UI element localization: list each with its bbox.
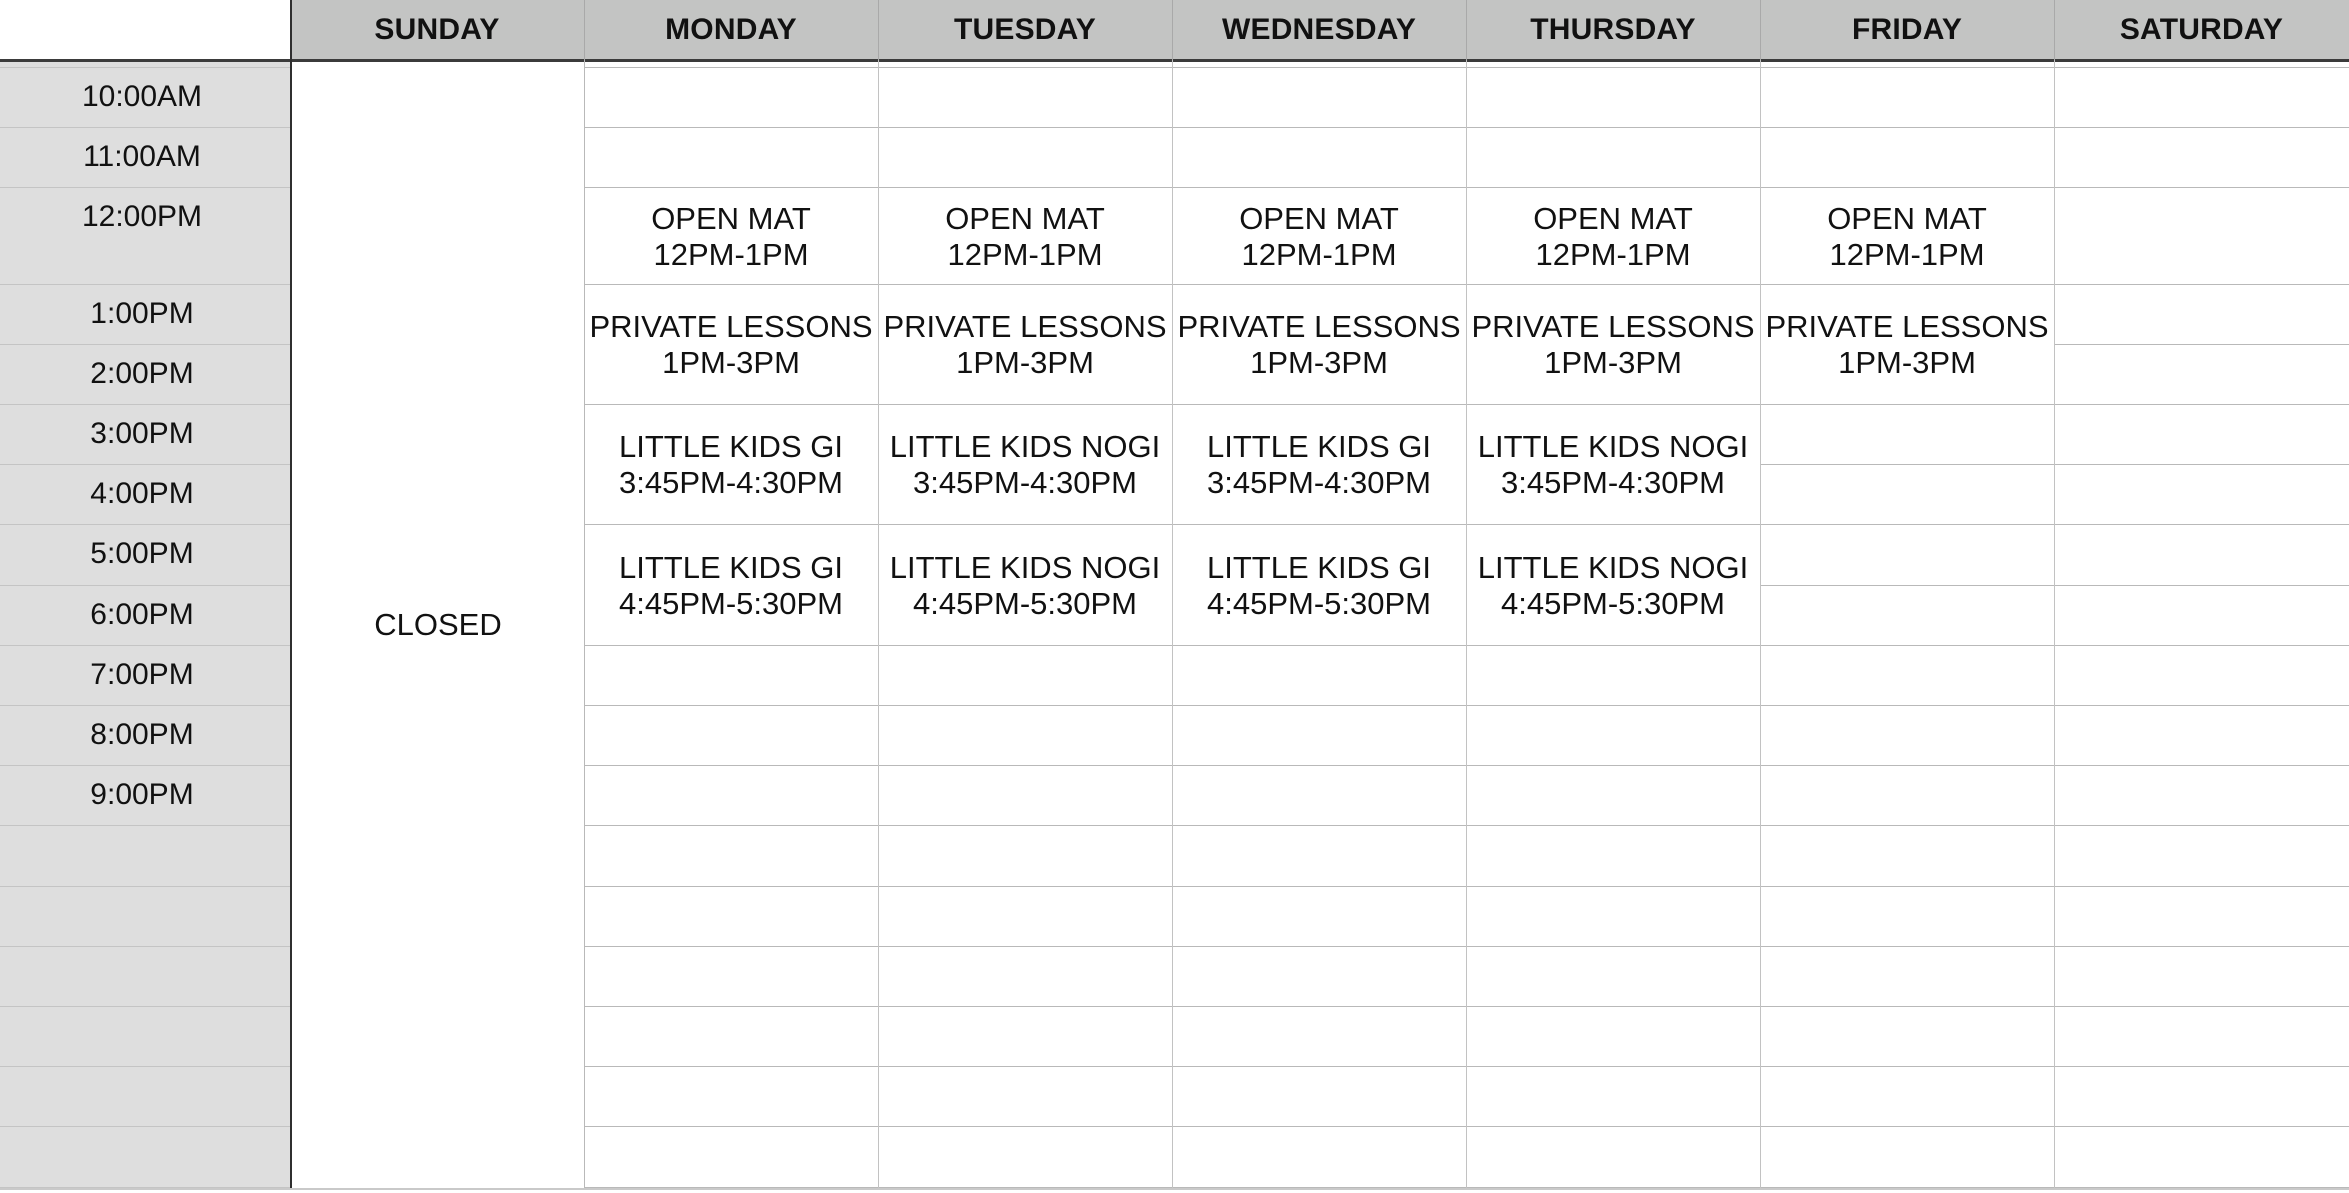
day-header-friday: FRIDAY [1851,13,1963,46]
row-line [1760,67,2054,68]
row-line [878,705,1172,706]
class-event [1466,285,1760,405]
corner-cell [0,0,290,60]
row-line [878,1126,1172,1127]
row-line [1466,946,1760,947]
day-header-sunday: SUNDAY [374,13,500,46]
row-line [584,1006,878,1007]
row-line [1760,524,2054,525]
row-line [1466,886,1760,887]
event-time: 12PM-1PM [1535,236,1691,272]
event-time: 3:45PM-4:30PM [1207,465,1431,500]
row-line [0,464,290,465]
row-line [0,127,290,128]
event-time: 1PM-3PM [662,345,800,380]
row-line [584,765,878,766]
event-time: 12PM-1PM [1829,236,1985,272]
row-line [2054,284,2349,285]
class-event [584,188,878,285]
row-line [0,524,290,525]
time-label: 3:00PM [90,417,194,450]
class-event [1466,525,1760,646]
event-time: 4:45PM-5:30PM [1207,585,1431,621]
row-line [1466,705,1760,706]
event-title: PRIVATE LESSONS [1177,309,1461,344]
row-line [878,946,1172,947]
event-title: PRIVATE LESSONS [1471,309,1755,344]
row-line [1466,1006,1760,1007]
row-line [2054,705,2349,706]
event-time: 1PM-3PM [956,345,1094,380]
row-line [2054,1066,2349,1067]
column-line [1760,0,1761,1188]
row-line [584,1066,878,1067]
row-line [1760,946,2054,947]
row-line [584,886,878,887]
row-line [1760,1006,2054,1007]
row-line [1760,886,2054,887]
event-time: 4:45PM-5:30PM [619,585,843,621]
row-line [1466,127,1760,128]
class-event [1172,405,1466,525]
class-event [1172,285,1466,405]
row-line [1172,127,1466,128]
event-time: 12PM-1PM [1241,236,1397,272]
row-line [2054,886,2349,887]
event-time: 3:45PM-4:30PM [1501,465,1725,500]
class-event [1466,188,1760,285]
row-line [0,1126,290,1127]
day-header-wednesday: WEDNESDAY [1221,13,1417,46]
row-line [0,645,290,646]
class-event [878,188,1172,285]
event-title: LITTLE KIDS GI [619,429,843,464]
row-line [878,67,1172,68]
event-time: 4:45PM-5:30PM [913,585,1137,621]
event-title: LITTLE KIDS NOGI [889,429,1161,464]
class-event [1172,188,1466,285]
row-line [0,1006,290,1007]
row-line [1760,464,2054,465]
row-line [878,825,1172,826]
time-label: 1:00PM [90,297,194,330]
event-title: OPEN MAT [1533,200,1693,236]
class-event [1172,525,1466,646]
row-line [878,765,1172,766]
event-time: 1PM-3PM [1544,345,1682,380]
row-line [1466,1066,1760,1067]
day-header-tuesday: TUESDAY [954,13,1096,46]
row-line [2054,464,2349,465]
row-line [1466,825,1760,826]
event-title: LITTLE KIDS NOGI [1477,549,1749,585]
row-line [2054,1126,2349,1127]
row-line [0,585,290,586]
row-line [1760,705,2054,706]
row-line [2054,187,2349,188]
row-line [1760,585,2054,586]
row-line [0,1066,290,1067]
row-line [2054,825,2349,826]
row-line [878,1066,1172,1067]
class-event [584,525,878,646]
event-time: 12PM-1PM [947,236,1103,272]
class-event [878,405,1172,525]
class-event [1760,285,2054,405]
row-line [0,946,290,947]
row-line [1172,1006,1466,1007]
event-time: 3:45PM-4:30PM [619,465,843,500]
time-label: 8:00PM [90,718,194,751]
row-line [1172,1126,1466,1127]
event-title: LITTLE KIDS NOGI [1477,429,1749,464]
column-line [2054,0,2055,1188]
class-event [878,285,1172,405]
event-title: OPEN MAT [945,200,1105,236]
row-line [1760,127,2054,128]
row-line [1172,705,1466,706]
row-line [1172,765,1466,766]
row-line [0,886,290,887]
event-title: PRIVATE LESSONS [589,309,873,344]
row-line [878,886,1172,887]
class-event [584,405,878,525]
time-label: 7:00PM [90,658,194,691]
row-line [0,344,290,345]
row-line [2054,946,2349,947]
row-line [584,1126,878,1127]
time-label: 5:00PM [90,537,194,570]
event-time: 12PM-1PM [653,236,809,272]
day-header-thursday: THURSDAY [1530,13,1696,46]
row-line [0,765,290,766]
event-title: PRIVATE LESSONS [883,309,1167,344]
day-header-saturday: SATURDAY [2119,13,2284,46]
row-line [1172,825,1466,826]
row-line [2054,127,2349,128]
row-line [2054,67,2349,68]
row-line [1760,765,2054,766]
row-line [1172,1066,1466,1067]
time-label: 9:00PM [90,778,194,811]
row-line [2054,765,2349,766]
row-line [584,825,878,826]
event-title: LITTLE KIDS GI [619,549,843,585]
sunday-closed-cell: CLOSED [374,607,502,642]
row-line [1466,67,1760,68]
time-label: 2:00PM [90,357,194,390]
row-line [2054,524,2349,525]
event-title: LITTLE KIDS GI [1207,549,1431,585]
row-line [584,705,878,706]
row-line [878,127,1172,128]
time-label: 4:00PM [90,477,194,510]
row-line [584,67,878,68]
event-time: 4:45PM-5:30PM [1501,585,1725,621]
row-line [1466,1126,1760,1127]
row-line [2054,344,2349,345]
row-line [1172,886,1466,887]
grid-bottom [0,1188,2349,1190]
event-title: OPEN MAT [651,200,811,236]
row-line [584,946,878,947]
row-line [1172,946,1466,947]
time-label: 12:00PM [81,200,203,233]
class-event [584,285,878,405]
time-label: 6:00PM [90,598,194,631]
row-line [1760,825,2054,826]
event-title: PRIVATE LESSONS [1765,309,2049,344]
row-line [584,127,878,128]
time-label: 10:00AM [81,80,203,113]
row-line [0,705,290,706]
row-line [1466,765,1760,766]
row-line [2054,645,2349,646]
event-title: OPEN MAT [1827,200,1987,236]
event-time: 3:45PM-4:30PM [913,465,1137,500]
event-title: LITTLE KIDS GI [1207,429,1431,464]
row-line [1172,67,1466,68]
time-label: 11:00AM [83,140,201,173]
row-line [2054,1006,2349,1007]
row-line [878,1006,1172,1007]
event-title: OPEN MAT [1239,200,1399,236]
row-line [0,284,290,285]
row-line [2054,585,2349,586]
row-line [0,67,290,68]
row-line [0,187,290,188]
row-line [1760,1066,2054,1067]
class-event [878,525,1172,646]
day-header-monday: MONDAY [665,13,797,46]
row-line [1760,645,2054,646]
event-title: LITTLE KIDS NOGI [889,549,1161,585]
class-event [1760,188,2054,285]
row-line [0,404,290,405]
row-line [2054,404,2349,405]
event-time: 1PM-3PM [1838,345,1976,380]
event-time: 1PM-3PM [1250,345,1388,380]
row-line [0,825,290,826]
class-event [1466,405,1760,525]
row-line [1760,1126,2054,1127]
